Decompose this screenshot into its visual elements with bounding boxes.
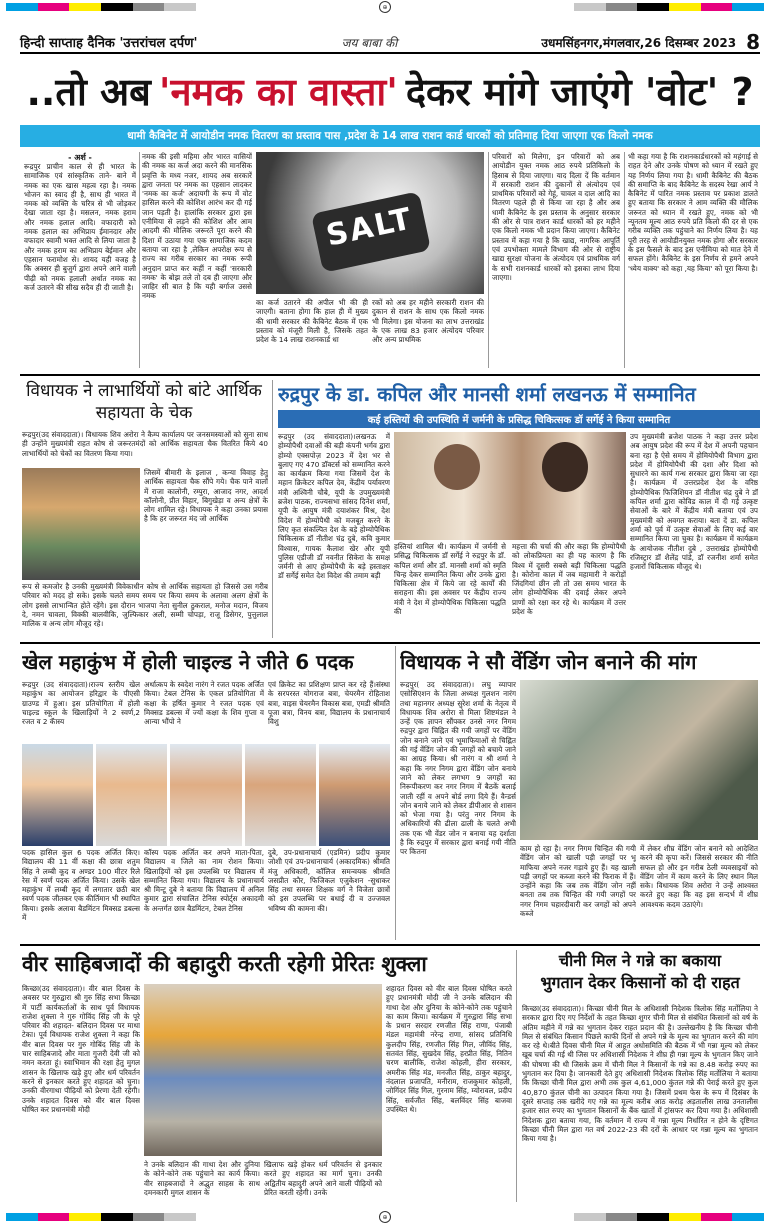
cheque-photo (22, 468, 140, 580)
sports-col-5: कॉस्य पदक अर्जित कर अपने माता-पिता, विद्यालय व जिले का नाम रोशन किया। खिलाड़ियों को इस उपलब्धि पर विद्यालय में सम्मानित किया गया। विद्यालय के प्रधानाचार्य श्री मिन्टू दुबे ने बताया कि विद्यालय में अनिल कुमार द्वारा संचालित टेनिस स्पोर्ट्स अकादमी के अन्तर्गत छात्र बैडमिंटन, टेबल टेनिस (144, 848, 264, 913)
cheque-para-2: जिसमें बीमारी के इलाज , कन्या विवाह हेतु आर्थिक सहायता चैक सौंपे गये। चैक पाने वालों में राजा कालोनी, रम्पुरा, आजाद नगर, आदर्श कॉलोनी, प्रीत विहार, बिगुखेड़ा व अन्य क्षेत्रों के लोग शामिल रहे। विधायक ने कहा उनका प्रयास है कि हर जरूरत मंद जो आर्थिक (144, 468, 268, 524)
cane-headline-1: चीनी मिल ने गन्ने का बकाया (558, 951, 722, 970)
divider (395, 646, 396, 940)
honour-headline: रुद्रपुर के डा. कपिल और मानसी शर्मा लखनऊ में सम्मानित (278, 382, 696, 406)
sahib-col-2: ने उनके बलिदान की गाथा देश और दुनिया के कोने-कोने तक पहुंचाने का कार्य किया। वीर साहबजादों ने अद्भुत साहस के साथ दमनकारी मुगल शासन के (144, 1160, 260, 1197)
issue-date: उधमसिंहनगर,मंगलवार,26 दिसम्बर 2023 (541, 35, 737, 50)
sports-col-3: एवं क्रिकेट का प्रशिक्षण प्राप्त कर रहे हैं।संस्था के सरपरस्त योगराज बत्रा, चेयरमैन रोहिताश बत्रा, वाइस चेयरमैन विकास बत्रा, एमडी श्रीमति पूजा बत्रा, विनय बत्रा, विद्यालय के प्रधानाचार्य विशु (268, 680, 390, 727)
divider (272, 380, 273, 638)
honour-col-2: हस्तियां शामिल थी। कार्यक्रम में जर्मनी से प्रसिद्ध चिकित्सक डॉ सर्गेई ने रुद्रपुर के डॉ. कपिल शर्मा और डॉ. मानसी शर्मा को स्मृति चिन्ह देकर सम्मानित किया और उनके द्वारा चिकित्सा क्षेत्र में किये जा रहे कार्यों की सराहना की। इस अवसर पर केंद्रीय राज्य मंत्री ने देश में होम्योपैथिक चिकित्सा पद्धति की (394, 542, 506, 617)
honour-photo (394, 432, 626, 540)
masthead-center: जय बाबा की (341, 35, 398, 50)
lead-col-4: परिवारों को मिलेगा, इन परिवारों को अब आयोडीन युक्त नमक आठ रुपये प्रतिकिलो के हिसाब से दिया जाएगा। याद दिला दें कि वर्तमान में सरकारी राशन की दुकानों से अंत्योदय एवं प्राथमिक परिवारों को गेहूं, चावल व दाल आदि का वितरण पहले ही से किया जा रहा है और अब धामी कैबिनेट के इस प्रस्ताव के अनुसार सरकार की ओर से पात्र राशन कार्ड धारकों को हर महीने एक किलो नमक भी प्रदान किया जाएगा। कैबिनेट प्रस्ताव में कहा गया है कि खाद्य, नागरिक आपूर्ति एवं उपभोक्ता मामले विभाग की ओर से राष्ट्रीय खाद्य सुरक्षा योजना के अंत्योदय एवं प्राथमिक वर्ग के सभी राशनकार्ड धारकों को इसका लाभ दिया जाएगा। (492, 152, 620, 282)
sports-col-4: पदक हासिल कुल 6 पदक अर्जित किए। विद्यालय की 11 वीं कक्षा की छात्रा शतुम सिंह ने लम्बी कूद व अण्डर 100 मीटर रिले रेस में स्वर्ण पदक अर्जित किया। उसके खेल महाकुंभ में लम्बी कूद में लगातार छठी बार स्वर्ण पदक जीतकर एक कीर्तिमान भी स्थापित किया। इसके अलावा बैडमिंटन मिक्सड डबल्स में (22, 848, 140, 923)
section-rule (20, 944, 760, 946)
vending-col-1: रूद्रपुर( उद संवाददाता)। लघु व्यापार एसोसिएशन के जिला अध्यक्ष गुलशन नारंग तथा महानगर अध्यक्ष सुरेश शर्मा के नेतृत्व में विधायक शिव अरोरा से मिला शिष्टमंडल ने उन्हें एक ज्ञापन सौंपकर उनसे नगर निगम रुद्रपुर द्वारा चिह्नित की गयी जगहों पर वेंडिंग जोन बनाने जाने एवं भूमाफियाओं से चिह्नित की गई वेंडिंग जोन की जगहों को बचाये जाने का आग्रह किया। श्री नारंग व श्री शर्मा ने कहा कि नगर निगम द्वारा वेंडिंग जोन बनाये जाने को लेकर लगभग 9 जगहों का निरूपीकरण कर नगर निगम में बैठकें बलाई जाती रहीं व अपने बोर्ड लगा दिये हैं। वैन्डर्स जोन बनाये जाने को लेकर डीपीआर से शासन को भेजा गया है। परंतु नगर निगम के अधिकारियों की ढीला ढाली के चलते अभी तक एक भी वेंडर जोन न बनाया यह दर्शाता है कि रुद्रपुर में सरकार द्वारा बनाई गयी नीति पर कितना (400, 680, 516, 857)
color-bar-right (574, 3, 764, 11)
doctor-portrait-icon (542, 442, 588, 492)
sports-col-1: रूद्रपुर (उद संवाददाता)।राज्य स्तरीय खेल महाकुंभ का आयोजन हरिद्वार के पीएसी ग्राउण्ड में हुआ। इस प्रतियोगिता में होली चाइल्ड स्कूल के खिलाड़ियों ने 2 स्वर्ण,2 रजत व 2 कॅास्य (22, 680, 140, 727)
salt-photo (256, 152, 484, 294)
sports-col-2: अर्थात्कप के स्वदेश नारंग ने रजत पदक अर्जित किया। टेबल टेनिस के एकल प्रतियोगिता में कक्षा के हर्षित कुमार ने रजत पदक एवं मिक्सड डबल्स में ज्यों कक्षा के शिव गुप्ता व आन्या भौंपो ने (144, 680, 264, 727)
divider (139, 152, 140, 368)
honour-col-4: उप मुख्यमंत्री ब्रजेश पाठक ने कहा उत्तर प्रदेश अब आयुष प्रदेश की रूप में देश में अपनी पहचान बना रहा है ऐसे समय में होमियोपैथी विभाग द्वारा प्रदेश में होमियोपैथी की दशा और दिशा को सुधारने का कार्य गन्ध सरकार द्वारा किया जा रहा है। कार्यक्रम में उत्तरप्रदेश देश के वरिष्ठ होम्योपैथिक फिजिशियन डॉ नीतीश चंद्र दुबे ने डॉ कपिल शर्मा द्वारा कोविड काल में दी गई उत्कृष्ट सेवाओं के बारे में केंद्रीय मंत्री बताया एवं उप मुख्यमंत्री को अवगत कराया। बता दें डा. कपिल शर्मा को पूर्व में उत्कृष्ट सेवाओं के लिए कई बार सम्मानित किया जा चुका है। कार्यक्रम में कार्यक्रम के आयोजक नीतीश दुबे , उत्तराखंड होम्योपैथी रजिस्ट्रार डॉ शैलेंद्र पांडे, डॉ रजनीश शर्मा समेत हजारों चिकित्सक मौजूद थे। (630, 432, 758, 572)
lead-headline-post: देकर मांगे जाएंगे 'वोट' ? (405, 70, 754, 114)
student-photo (170, 744, 241, 846)
sahib-headline: वीर साहिबजादों की बहादुरी करती रहेगी प्रेरितः शुक्ला (22, 952, 427, 976)
student-photo (96, 744, 167, 846)
lead-col-5: भी कहा गया है कि राशनकार्डधारकों को महंगाई से राहत देने और उनके पोषण को ध्यान में रखते हुए यह निर्णय लिया गया है। धामी कैबिनेट की बैठक की समाप्ति के बाद कैबिनेट के सदस्य रेखा आर्य ने कैबिनेट में पारित नमक प्रस्ताव पर प्रकाश डालते हुए बताया कि सरकार ने आम व्यक्ति की मौलिक जरूरत को ध्यान में रखते हुए, नमक को भी न्यूनतम मूल्य आठ रुपये प्रति किलो की दर से एक गरीब व्यक्ति तक पहुंचाने का निर्णय लिया है। यह पूरी तरह से आयोडीनयुक्त नमक होगा और सरकार के इस फैसले के बाद इस एनीमिया को मात देने में सफल होंगे। कैबिनेट के इस निर्णय से हमने अपने 'ध्येय वाक्य' को कहा ,यह किया' को पूरा किया है। (628, 152, 758, 273)
section-rule (20, 374, 760, 376)
cane-headline (520, 950, 760, 1000)
sports-headline: खेल महाकुंभ में होली चाइल्ड ने जीते 6 पदक (22, 649, 354, 674)
salt-label: SALT (323, 201, 417, 254)
lead-col-3b: रकों को अब हर महीने सरकारी राशन की दुकान से राशन के साथ एक किलो नमक भी मिलेगा। इस योजना का लाभ उत्तराखंड के एक लाख 83 हजार अंत्योदय परिवार और अन्य प्राथमिक (372, 298, 484, 345)
lead-subheadline: धामी कैबिनेट में आयोडीन नमक वितरण का प्रस्ताव पास ,प्रदेश के 14 लाख राशन कार्ड धारकों को प्रतिमाह दिया जाएगा एक किलो नमक (20, 125, 760, 147)
masthead (20, 32, 760, 54)
divider (516, 950, 517, 1202)
top-registration-strip (0, 0, 770, 14)
cheque-para-1: रूद्रपुर(उद संवाददाता)। विधायक शिव अरोरा ने कैम्प कार्यालय पर जनसमस्याओं को सुना साथ ही उन्होंने मुख्यमंत्री राहत कोष से जरूरतमंदों को आर्थिक सहायता चैक वितरित किये 40 लाभार्थियों को चेकों का वितरण किया गया। (22, 430, 268, 458)
color-bar-right (574, 1213, 764, 1221)
vending-col-3: में लेकर शीघ्र वेंडिंग जोन बनाने को आदेशित करने की कृपा करें। जिससे सरकार की नीति सफल हो और इन गरीब ठेली व्यवसाइयों को वेंडिंग जोन में काम करने के लिए स्थान मिल सके। विधायक शिव अरोरा ने उन्हें आश्वस्त करते हुए कहा कि वह इस सन्दर्भ में शीघ्र आवश्यक कदम उठाएंगे। (640, 844, 758, 909)
sahib-photo (144, 984, 382, 1156)
lead-headline-pre: ..तो अब (26, 70, 151, 114)
vending-headline: विधायक ने सौ वेंडिंग जोन बनाने की मांग (400, 649, 697, 674)
vending-col-2: काम हो रहा है। नगर निगम चिन्हित की गयी वेंडिंग जोन को खाली पड़ी जगहों पर भू माफिया अपने नजर गड़ाये हुए हैं। यह खाली पड़ी जगहों पर कब्जा करने की फिराक में हैं। उन्होंने कहा कि जब तक वेंडिंग जोन नहीं बनता तब तक चिन्हित की गयी जगहों पर नगर निगम चहारदीवारी कर जगहों को अपने कब्जे (520, 844, 636, 919)
registration-mark-icon: ⊕ (379, 1, 391, 13)
registration-mark-icon: ⊕ (379, 1211, 391, 1223)
cane-headline-2: भुगतान देकर किसानों को दी राहत (540, 973, 740, 992)
lead-headline (20, 62, 760, 120)
lead-col-3a: का कर्ज उतारने की अपील भी की ही जाएगी। बताना होगा कि हाल ही में मुख्य की धामी सरकार की कैबिनेट बैठक में एक प्रस्ताव को मंजूरी मिली है, जिसके तहत प्रदेश के 14 लाख राशनकार्ड धा (256, 298, 368, 345)
sahib-col-3: खिलाफ खड़े होकर धर्म परिवर्तन से इनकार करते हुए शहादत का मार्ग चुना। उनकी अद्वितीय बहादुरी अपने आने वाली पीढ़ियों को प्रेरित करती रहेगी। उनके (264, 1160, 382, 1197)
cane-body: किच्छा(उद संवाददाता)। किच्छा चीनी मिल के अधिशासी निदेशक त्रिलोक सिंह मर्तोलिया ने सरकार द्वारा दिए गए निर्देशों के तहत किच्छा शुगर चीनी मिल से संबंधित किसानों को वर्ष के अंतिम महीने में गन्ने का भुगतान देकर राहत प्रदान की है। उल्लेखनीय है कि किच्छा चीनी मिल से संबंधित किसान पिछले काफी दिनों से अपने गन्ने के मूल्य का भुगतान करने की मांग कर रहे थे।बीते दिवस चीनी मिल में आहूत अधोसमिति की बैठक में भी गन्ना मूल्य को लेकर खूब चर्चा की गई थी जिस पर अधिशासी निदेशक ने शीघ्र ही गन्ना मूल्य के भुगतान किए जाने की घोषणा की थी जिसके क्रम में चीनी मिल ने किसानों के गन्ने का 8.48 करोड़ रुपए का भुगतान कर दिया है। जानकारी देते हुए अधिशासी निदेशक त्रिलोक सिंह मर्तोलिया ने बताया कि किच्छा चीनी मिल द्वारा अभी तक कुल 4,61,000 कुंतल गन्ने की पेराई करते हुए कुल 40,870 कुंतल चीनी का उत्पादन किया गया है। जिसमें प्रथम फेस के रूप में दिसंबर के दूसरे सप्ताह तक खरीदे गए गन्ने का मूल्य करीब आठ करोड़ अड़तालीस लाख उनतालीस हजार सात रुपए का भुगतान किसानों के बैंक खातों में ट्रांसफर कर दिया गया है। अधिशासी निदेशक द्वारा बताया गया, कि वर्तमान में राज्य में गन्ना मूल्य निर्धारित न होने के दृष्टिगत किच्छा चीनी मिल द्वारा गत वर्ष 2022-23 की दरों के आधार पर गन्ना मूल्य का भुगतान किया गया है। (522, 1004, 758, 1144)
color-bar-left (6, 1213, 196, 1221)
student-photo (319, 744, 390, 846)
lead-col-1: रूद्रपुर प्राचीन काल से ही भारत के सामाजिक एवं सांस्कृतिक ताने- बाने में नमक का एक खास महत्व रहा है। नमक भोजन का स्वाद ही है, साथ ही भारत में नमक को व्यक्ति के चरित्र से भी जोड़कर देखा जाता रहा है। मसलन, नमक हराम और नमक हलाल आदि। वफादारी को नमक हलाल का अभिप्राय ईमानदार और वफादार स्वामी भक्त आदि से लिया जाता है और नमक हराम का अभिप्राय बेईमान और एहसान फरामोश से। शायद यही वजह है कि अक्सर ही बुजुर्ग द्वारा अपने आने वाली पीढ़ी को नमक हलाली अर्थात नमक का कर्ज उतारने की सीख सदैव ही दी जाती है। (24, 162, 136, 292)
lead-col-2: नमक की इसी महिमा और भारत वासियों की नमक का कर्ज अदा करने की मानसिक प्रवृत्ति के मध्य नजर, शायद अब सरकारें द्वारा जनता पर नमक का एहसान लादकर 'नमक का कर्ज' अदायगी के रूप में वोट हासिल करने की कोशिश आरंभ कर दी गई जान पड़ती है। हालांकि सरकार द्वारा इस एनीमिया से लड़ने की कोशिश और आम आदमी की मौलिक जरूरतें पूरा करने की दिशा में उठाया गया एक सामाजिक कदम बताया जा रहा है ,लेकिन अपरोक्ष रूप से राज्य का गरीब सरकार का नमक रूपी अनुदान प्राप्त कर कहीं न कहीं 'सरकारी नमक' के बोझ तले तो दब ही जाएगा और जाहिर सी बात है कि यही बर्गाज उससे नमक (142, 152, 252, 301)
page-number: 8 (746, 30, 760, 54)
doctor-portrait-icon (434, 444, 480, 490)
sports-col-6: दुबे, उप-प्रधानाचार्य (एडमिन) प्रदीप कुमार जोशी एवं उप-प्रधानाचार्य (अकादमिक) श्रीमति मंजु अधिकारी, कॉलिज समन्वयक श्रीमति जसप्रीत कौर, फिजिकल एजुकेशन -सुधाकर सिंह तथा समस्त शिक्षक वर्ग ने विजेता छात्रों को इस उपलब्धि पर बधाई दी व उज्जवल भविष्य की कामना की। (268, 848, 390, 913)
cheque-headline: विधायक ने लाभार्थियों को बांटे आर्थिक सहायता के चेक (26, 381, 262, 423)
sahib-col-4: शहादत दिवस को वीर बाल दिवस घोषित करते हुए प्रधानमंत्री मोदी जी ने उनके बलिदान की गाथा देश और दुनिया के कोने-कोने तक पहुंचाने का काम किया। कार्यक्रम में गुरुद्वारा सिंह सभा के प्रधान सरदार रणजीत सिंह राणा, पंजाबी मंडल महामंत्री नरेन्द्र राणा, सांसद प्रतिनिधि कुलदीप सिंह, रणजीत सिंह गिल, जीविंद सिंह, सतवंत सिंह, सुखदेव सिंह, हरप्रीत सिंह, नितिन चरण बालीकि, राजेश कोहली, हीरा सरकार, अमरीक सिंह मंड, मनजीत सिंह, ठाकुर बहादुर, नंदलाल प्रजापति, मनीराम, राजकुमार कोहली, जोगिंदर सिंह गिल, गुरनाम सिंह, म्योरावल, प्रदीप सिंह, सर्वजीत सिंह, बलविंदर सिंह बाजवा उपस्थित थे। (386, 984, 512, 1114)
lead-byline: - अर्श - (68, 153, 92, 162)
lead-headline-highlight: 'नमक का वास्ता' (158, 70, 398, 114)
bottom-registration-strip (0, 1210, 770, 1224)
sahib-col-1: किच्छा(उद संवाददाता)। वीर बाल दिवस के अवसर पर गुरुद्वारा श्री गुरु सिंह सभा किच्छा में पार्टी कार्यकर्ताओं के साथ पूर्व विधायक राजेश शुक्ला ने गुरु गोविंद सिंह जी के पूरे परिवार की शहादत- बलिदान दिवस पर माथा टेका। पूर्व विधायक राजेश शुक्ला ने कहा कि वीर बाल दिवस पर गुरु गोबिंद सिंह जी के चार साहिबजादे और माता गुजरी देवी जी को नमन करता हूं। स्वाभिमान की रक्षा हेतु मुगल शासन के खिलाफ खड़े हुए और धर्म परिवर्तन करने से इनकार करते हुए शहादत को चुना। उनकी वीरगाथा पीढ़ियों को प्रेरणा देती रहेगी। उनके शहादत दिवस को वीर बाल दिवस घोषित कर प्रधानमंत्री मोदी (22, 984, 140, 1114)
student-photo (22, 744, 93, 846)
honour-subheadline: कई हस्तियों की उपस्थिति में जर्मनी के प्रसिद्ध चिकित्सक डॉ सर्गेई ने किया सम्मानित (278, 410, 760, 428)
cheque-para-3: रूप से कमजोर है उनकी मुख्यमंत्री विवेकाधीन कोष से आर्थिक सहायता हो जिससे उस गरीब परिवार को मदद हो सके। इसके चलते समय समय पर किया समय के अलावा अलग क्षेत्रों के लोग इससे लाभान्वित होते रहेंगे। इस दौरान भाजपा नेता सुनील ठुकराल, मनोज मदान, विजय दे, नमन चावला, विक्की बालवीकि, जुल्फिकार अली, सम्मी चोपड़ा, राजू डिसेगर, पुत्तुलाल मालिक व अन्य लोग मौजूद रहे। (22, 582, 268, 629)
divider (624, 152, 625, 368)
color-bar-left (6, 3, 196, 11)
honour-col-1: रूद्रपुर (उद संवाददाता)।लखनऊ में होम्योपैथी दवाओं की बड़ी कंपनी भर्गव द्वारा होम्यो एक्सपोज़ 2023 में देश भर से बुलाए गए 470 डॉक्टर्स को सम्मानित करने का कार्यक्रम किया गया जिसमें देश के महान क्रिकेटर कपिल देव, केंद्रीय पर्यावरण मंत्री अश्विनी चौबे, यूपी के उपमुख्यमंत्री ब्रजेश पाठक, राज्यसभा सांसद दिनेश शर्मा, यूपी के आयुष मंत्री दयाशंकर मिश्र, देश विदेश में होम्योपैथी को मजबूत करने के लिए कृत संकल्पित देश के बड़े होम्योपैथिक चिकित्सक डॉ नीतीश चंद्र दुबे, कवि कुमार विश्वास, गायक कैलाश खेर और यूपी पुलिस एडीजी डॉ नवनीत सिकेरा के समक्ष जर्मनी से आए होम्योपैथी के बड़े हस्ताक्षर डॉ सर्गेई समेत देश विदेश की तमाम बड़ी (278, 432, 390, 581)
vending-photo (520, 680, 758, 840)
student-photo (245, 744, 316, 846)
sports-photo-strip (22, 744, 390, 846)
honour-col-3: महत्ता की चर्चा की और कहा कि होम्योपैथी को लोकप्रियता का ही यह कारण है कि विश्व में दूसरी सबसे बड़ी चिकित्सा पद्धति है। कोरोना काल में जब महामारी ने करोड़ों जिंदगियां छीन ली तो उस समय भारत के लोग होम्योपैथिक की दवाई लेकर अपने प्राणों को रक्षा कर रहे थे। कार्यक्रम में उत्तर प्रदेश के (512, 542, 626, 617)
section-rule (20, 642, 760, 644)
divider (488, 152, 489, 368)
paper-name: हिन्दी साप्ताह दैनिक 'उत्तरांचल दर्पण' (20, 36, 198, 51)
